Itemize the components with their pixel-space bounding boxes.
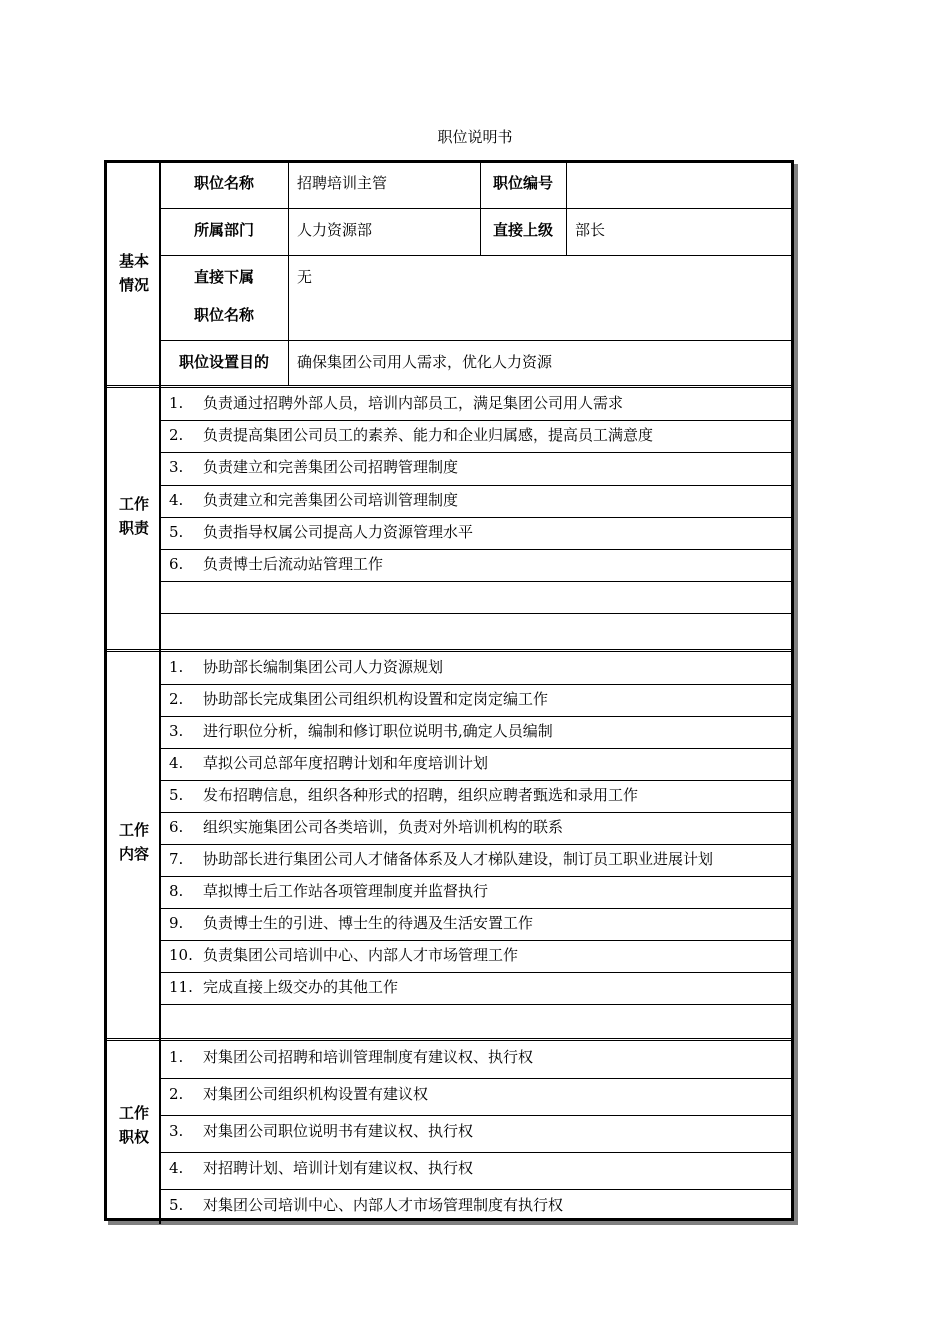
list-item-text: 对集团公司职位说明书有建议权、执行权 (203, 1122, 474, 1140)
list-item (169, 913, 533, 933)
section-divider (159, 163, 161, 1224)
row-divider (160, 1189, 791, 1190)
row-divider (160, 255, 791, 256)
list-item-text: 组织实施集团公司各类培训，负责对外培训机构的联系 (203, 818, 564, 836)
list-item-number: 2. (169, 1085, 184, 1103)
list-item-text: 协助部长编制集团公司人力资源规划 (203, 658, 444, 676)
list-item-text: 对集团公司组织机构设置有建议权 (203, 1085, 429, 1103)
list-item (169, 393, 623, 413)
list-item-text: 负责建立和完善集团公司招聘管理制度 (203, 458, 459, 477)
section-content-label (109, 818, 159, 866)
section-content-label-line2: 内容 (118, 845, 149, 863)
row-divider (160, 908, 791, 909)
list-item-text: 负责通过招聘外部人员，培训内部员工，满足集团公司用人需求 (203, 394, 624, 412)
section-border (107, 649, 791, 652)
list-item-number: 1. (169, 394, 184, 412)
section-authority-label-line1: 工作 (118, 1104, 149, 1122)
list-item-number: 1. (169, 658, 184, 676)
list-item-text: 对集团公司培训中心、内部人才市场管理制度有执行权 (203, 1196, 564, 1214)
list-item (169, 425, 653, 445)
row-divider (160, 844, 791, 845)
list-item-number: 8. (169, 882, 184, 900)
row-divider (160, 581, 791, 582)
list-item-text: 负责集团公司培训中心、内部人才市场管理工作 (203, 946, 519, 964)
row-divider (160, 1115, 791, 1116)
list-item (169, 1084, 428, 1104)
row-divider (160, 485, 791, 486)
row-divider (160, 549, 791, 550)
list-item-number: 6. (169, 555, 184, 573)
list-item (169, 1121, 473, 1141)
job-description-table (104, 160, 794, 1221)
list-item-text: 发布招聘信息，组织各种形式的招聘，组织应聘者甄选和录用工作 (203, 786, 639, 804)
document-title: 职位说明书 (437, 128, 513, 146)
subordinate-label-line2: 职位名称 (193, 306, 254, 324)
row-divider (160, 452, 791, 453)
position-code-label: 职位编号 (492, 174, 553, 192)
list-item (169, 881, 488, 901)
section-border (107, 1038, 791, 1041)
list-item-text: 负责博士后流动站管理工作 (203, 555, 384, 573)
list-item-number: 11. (169, 978, 193, 996)
list-item (169, 817, 563, 837)
list-item-number: 7. (169, 850, 184, 868)
row-divider (160, 208, 791, 209)
list-item (169, 522, 473, 542)
position-name-value: 招聘培训主管 (297, 174, 388, 192)
list-item (169, 457, 458, 477)
list-item-text: 协助部长进行集团公司人才储备体系及人才梯队建设，制订员工职业进展计划 (203, 850, 714, 868)
section-content-label-line1: 工作 (118, 821, 149, 839)
purpose-label: 职位设置目的 (178, 353, 269, 371)
purpose-value: 确保集团公司用人需求，优化人力资源 (297, 353, 553, 371)
list-item (169, 657, 443, 677)
list-item (169, 849, 713, 869)
list-item-number: 5. (169, 1196, 184, 1214)
row-divider (160, 780, 791, 781)
list-item-number: 10. (169, 946, 193, 964)
list-item-text: 草拟公司总部年度招聘计划和年度培训计划 (203, 754, 489, 772)
section-basic-label-line2: 情况 (118, 276, 149, 294)
section-basic-label (109, 249, 159, 297)
section-duties-label-line1: 工作 (118, 495, 149, 513)
list-item-number: 4. (169, 1159, 184, 1177)
column-divider (288, 163, 289, 385)
list-item-text: 对招聘计划、培训计划有建议权、执行权 (203, 1159, 474, 1177)
list-item-number: 4. (169, 490, 184, 509)
list-item (169, 721, 553, 741)
list-item-number: 2. (169, 426, 184, 445)
superior-label: 直接上级 (492, 221, 553, 239)
section-authority-label (109, 1101, 159, 1149)
row-divider (160, 812, 791, 813)
row-divider (160, 748, 791, 749)
list-item-text: 协助部长完成集团公司组织机构设置和定岗定编工作 (203, 690, 549, 708)
column-divider (566, 163, 567, 255)
row-divider (160, 420, 791, 421)
position-name-label: 职位名称 (193, 174, 254, 192)
list-item-text: 进行职位分析，编制和修订职位说明书,确定人员编制 (203, 722, 553, 740)
row-divider (160, 940, 791, 941)
list-item (169, 1195, 563, 1215)
section-duties-label-line2: 职责 (118, 519, 149, 537)
list-item-text: 负责提高集团公司员工的素养、能力和企业归属感，提高员工满意度 (203, 426, 654, 445)
row-divider (160, 684, 791, 685)
department-label: 所属部门 (193, 221, 254, 239)
section-basic-label-line1: 基本 (118, 252, 149, 270)
section-border (107, 385, 791, 388)
subordinate-value: 无 (297, 268, 313, 286)
row-divider (160, 716, 791, 717)
list-item-text: 负责博士生的引进、博士生的待遇及生活安置工作 (203, 914, 534, 932)
list-item (169, 753, 488, 773)
department-value: 人力资源部 (297, 221, 373, 239)
list-item-number: 5. (169, 522, 184, 541)
list-item (169, 977, 398, 997)
subordinate-label-line1: 直接下属 (193, 268, 254, 286)
list-item (169, 689, 548, 709)
superior-value: 部长 (575, 221, 606, 239)
list-item-text: 负责建立和完善集团公司培训管理制度 (203, 490, 459, 509)
list-item-number: 3. (169, 1122, 184, 1140)
row-divider (160, 1004, 791, 1005)
list-item-number: 9. (169, 914, 184, 932)
list-item (169, 1158, 473, 1178)
list-item-number: 6. (169, 818, 184, 836)
table-grid (107, 163, 791, 1218)
row-divider (160, 613, 791, 614)
list-item (169, 554, 383, 574)
column-divider (480, 163, 481, 255)
list-item-number: 1. (169, 1048, 184, 1066)
row-divider (160, 340, 791, 341)
list-item-number: 2. (169, 690, 184, 708)
section-authority-label-line2: 职权 (118, 1128, 149, 1146)
list-item-number: 3. (169, 458, 184, 477)
list-item-text: 草拟博士后工作站各项管理制度并监督执行 (203, 882, 489, 900)
row-divider (160, 1078, 791, 1079)
list-item-text: 负责指导权属公司提高人力资源管理水平 (203, 522, 474, 541)
row-divider (160, 972, 791, 973)
row-divider (160, 1152, 791, 1153)
section-duties-label (109, 492, 159, 540)
list-item-number: 5. (169, 786, 184, 804)
list-item (169, 785, 638, 805)
row-divider (160, 876, 791, 877)
list-item-text: 完成直接上级交办的其他工作 (203, 978, 399, 996)
row-divider (160, 517, 791, 518)
list-item (169, 1047, 533, 1067)
list-item-number: 3. (169, 722, 184, 740)
list-item (169, 945, 518, 965)
list-item (169, 490, 458, 510)
list-item-text: 对集团公司招聘和培训管理制度有建议权、执行权 (203, 1048, 534, 1066)
list-item-number: 4. (169, 754, 184, 772)
